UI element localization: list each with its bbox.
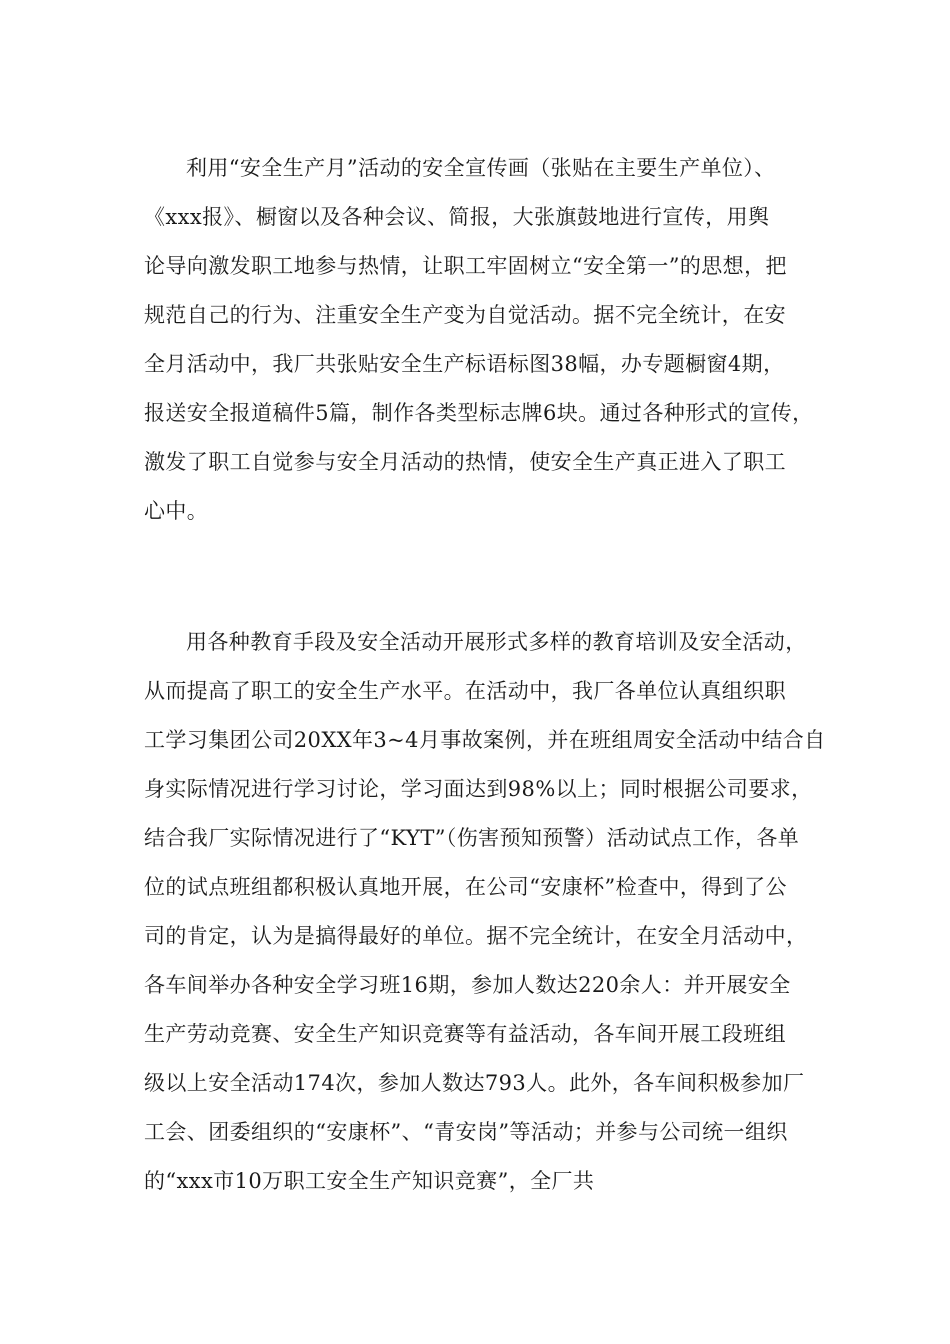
text-line: 激发了职工自觉参与安全月活动的热情，使安全生产真正进入了职工 bbox=[144, 450, 786, 474]
text-line: 级以上安全活动174次，参加人数达793人。此外，各车间积极参加厂 bbox=[144, 1071, 805, 1095]
text-line: 心中。 bbox=[144, 499, 209, 523]
text-line: 生产劳动竞赛、安全生产知识竞赛等有益活动，各车间开展工段班组 bbox=[144, 1022, 786, 1046]
text-line: 司的肯定，认为是搞得最好的单位。据不完全统计，在安全月活动中， bbox=[144, 924, 808, 948]
text-line: 论导向激发职工地参与热情，让职工牢固树立“安全第一”的思想，把 bbox=[144, 254, 787, 278]
text-line: 工会、团委组织的“安康杯”、“青安岗”等活动；并参与公司统一组织 bbox=[144, 1120, 788, 1144]
text-line: 各车间举办各种安全学习班16期，参加人数达220余人：并开展安全 bbox=[144, 973, 791, 997]
text-line: 全月活动中，我厂共张贴安全生产标语标图38幅，办专题橱窗4期， bbox=[144, 352, 785, 376]
text-line: 位的试点班组都积极认真地开展，在公司“安康杯”检查中，得到了公 bbox=[144, 875, 787, 899]
text-line: 结合我厂实际情况进行了“KYT”（伤害预知预警）活动试点工作，各单 bbox=[144, 826, 800, 850]
text-line: 从而提高了职工的安全生产水平。在活动中，我厂各单位认真组织职 bbox=[144, 679, 786, 703]
paragraph-safety-education bbox=[144, 618, 844, 1206]
text-line: 规范自己的行为、注重安全生产变为自觉活动。据不完全统计，在安 bbox=[144, 303, 786, 327]
text-line: 《xxx报》、橱窗以及各种会议、简报，大张旗鼓地进行宣传，用舆 bbox=[144, 205, 770, 229]
text-line: 利用“安全生产月”活动的安全宣传画（张贴在主要生产单位）、 bbox=[186, 156, 776, 180]
text-line: 工学习集团公司20XX年3~4月事故案例，并在班组周安全活动中结合自 bbox=[144, 728, 826, 752]
text-line: 报送安全报道稿件5篇，制作各类型标志牌6块。通过各种形式的宣传， bbox=[144, 401, 814, 425]
paragraph-safety-publicity bbox=[144, 144, 844, 536]
text-line: 用各种教育手段及安全活动开展形式多样的教育培训及安全活动， bbox=[186, 630, 807, 654]
text-line: 的“xxx市10万职工安全生产知识竞赛”，全厂共 bbox=[144, 1169, 595, 1193]
text-line: 身实际情况进行学习讨论，学习面达到98%以上；同时根据公司要求， bbox=[144, 777, 813, 801]
